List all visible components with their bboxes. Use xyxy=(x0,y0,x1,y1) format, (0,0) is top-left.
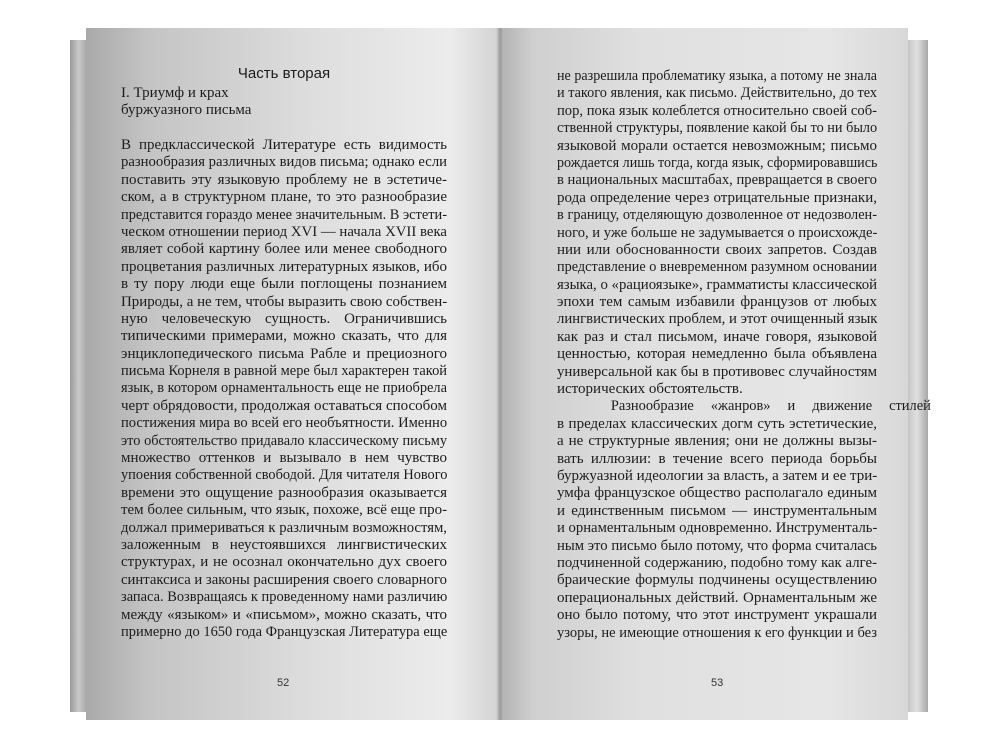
text-line: письма Корнеля в равной мере был характерен такой xyxy=(121,363,448,380)
right-page-body xyxy=(557,68,931,642)
text-line: ценностью, которая немедленно была объявлена xyxy=(557,346,877,363)
text-line: эпохи тем самым избавили французов от любых xyxy=(557,294,877,311)
text-line: разнообразия различных видов письма; однако если xyxy=(121,154,448,171)
text-line: тем более сильным, что язык, похоже, всё еще про- xyxy=(121,502,448,519)
text-line: языка, о «рациоязыке», грамматисты классической xyxy=(557,276,877,293)
text-line: типическими примерами, можно сказать, что для xyxy=(121,328,447,345)
text-line: примерно до 1650 года Французская Литература еще xyxy=(121,623,448,640)
text-line: браические формулы подчинены осуществлению xyxy=(557,572,877,589)
text-line: и орнаментальным одновременно. Инструменталь- xyxy=(557,520,878,537)
text-line: ском, а в структурном плане, то это разнообразие xyxy=(121,189,447,206)
text-line: рода определение через отрицательные признаки, xyxy=(557,189,877,206)
page-number-right: 53 xyxy=(711,677,724,689)
text-line: времени это ощущение разнообразия оказывается xyxy=(121,484,447,501)
text-line: синтаксиса и законы расширения своего словарного xyxy=(121,571,448,588)
text-line: язык, в котором орнаментальность еще не приобрела xyxy=(121,380,447,397)
text-line: в границу, отделяющую дозволенное от недозволен- xyxy=(557,207,877,224)
chapter-title-line: буржуазного письма xyxy=(121,102,252,119)
text-line: вать иллюзии: в течение всего периода борьбы xyxy=(557,450,877,467)
text-line: Разнообразие «жанров» и движение стилей xyxy=(610,398,931,415)
text-line: не разрешила проблематику языка, а потому не знала xyxy=(557,68,877,84)
text-line: пор, пока язык колеблется относительно своей соб- xyxy=(557,102,877,119)
text-line: исторических обстоятельств. xyxy=(557,381,743,398)
text-line: процветания различных литературных языков, ибо xyxy=(121,258,447,275)
text-line: поставить эту языковую проблему не в эстетиче- xyxy=(121,171,447,188)
text-line: в ту пору люди еще были поглощены познанием xyxy=(121,276,447,293)
text-line: и такого явления, как письмо. Действительно, до тех xyxy=(557,85,878,102)
text-line: энциклопедического письма Рабле и прециозного xyxy=(121,345,447,362)
text-line: языковой морали остается невозможным; письмо xyxy=(557,137,877,154)
text-line: упоения собственной свободой. Для читателя Нового xyxy=(121,467,448,484)
text-line: умфа французское общество располагало единым xyxy=(557,485,877,502)
text-line: буржуазной идеологии за власть, а затем и ее три- xyxy=(557,467,878,484)
part-title: Часть вторая xyxy=(237,65,331,82)
text-line: нии или обоснованности своих запретов. Создав xyxy=(557,241,877,258)
text-line: ственной структуры, появление какой бы то ни было xyxy=(557,120,878,137)
text-line: и единственным письмом — инструментальным xyxy=(557,502,877,519)
text-line: постижения мира во всей его необъятности. Именно xyxy=(121,415,448,432)
text-line: заложенным в неустоявшихся лингвистических xyxy=(121,536,447,553)
text-line: структурах, и не осознал окончательно дух своего xyxy=(121,554,447,571)
text-line: В предклассической Литературе есть видимость xyxy=(121,137,447,153)
left-page-body xyxy=(121,137,447,641)
text-line: ческом отношении период XVI — начала XVII века xyxy=(121,223,448,240)
text-line: как раз и стал письмом, иначе говоря, языковой xyxy=(557,328,877,345)
text-line: черт обрядовости, продолжая оставаться способом xyxy=(121,397,447,414)
text-line: между «языком» и «письмом», можно сказать, что xyxy=(121,606,447,623)
text-line: запаса. Возвращаясь к проведенному нами различию xyxy=(121,589,448,606)
text-line: узоры, не имеющие отношения к его функции и без xyxy=(557,624,878,641)
text-line: рождается лишь тогда, когда язык, сформировавшись xyxy=(557,154,878,171)
text-line: представление о вневременном разумном основании xyxy=(557,259,878,276)
text-line: оно было потому, что этот инструмент украшали xyxy=(557,607,877,624)
text-line: в национальных масштабах, превращается в своего xyxy=(557,172,877,189)
chapter-title xyxy=(121,85,251,120)
text-line: операциональных действий. Орнаментальным же xyxy=(557,589,877,606)
text-line: должал примериваться к различным возможностям, xyxy=(121,519,447,536)
text-line: являет собой картину более или менее свободного xyxy=(121,241,447,258)
text-line: а не структурные явления; они не должны вызы- xyxy=(557,433,877,450)
text-line: ного, и уже больше не задумывается о происхожде- xyxy=(557,224,878,241)
text-line: в пределах классических догм суть эстетические, xyxy=(557,415,877,432)
text-line: Природы, а не тем, чтобы выразить свою собствен- xyxy=(121,293,448,310)
text-line: представится гораздо менее значительным. В эстети- xyxy=(121,206,447,223)
page-number-left: 52 xyxy=(277,677,290,689)
text-line: ным это письмо было потому, что форма считалась xyxy=(557,537,878,554)
page-edges-right xyxy=(906,40,928,712)
text-line: универсальной как бы в противовес случайностям xyxy=(557,363,877,380)
text-line: подчиненной содержанию, подобно тому как алге- xyxy=(557,554,878,571)
book-spine xyxy=(496,28,504,720)
text-line: лингвистических проблем, и этот очищенный язык xyxy=(557,311,878,328)
text-line: множество оттенков и вызывало в нем чувство xyxy=(121,450,447,467)
text-line: ную человеческую сущность. Ограничившись xyxy=(121,310,447,327)
chapter-title-line: I. Триумф и крах xyxy=(121,85,229,101)
text-line: это обстоятельство придавало классическому письму xyxy=(121,432,447,449)
